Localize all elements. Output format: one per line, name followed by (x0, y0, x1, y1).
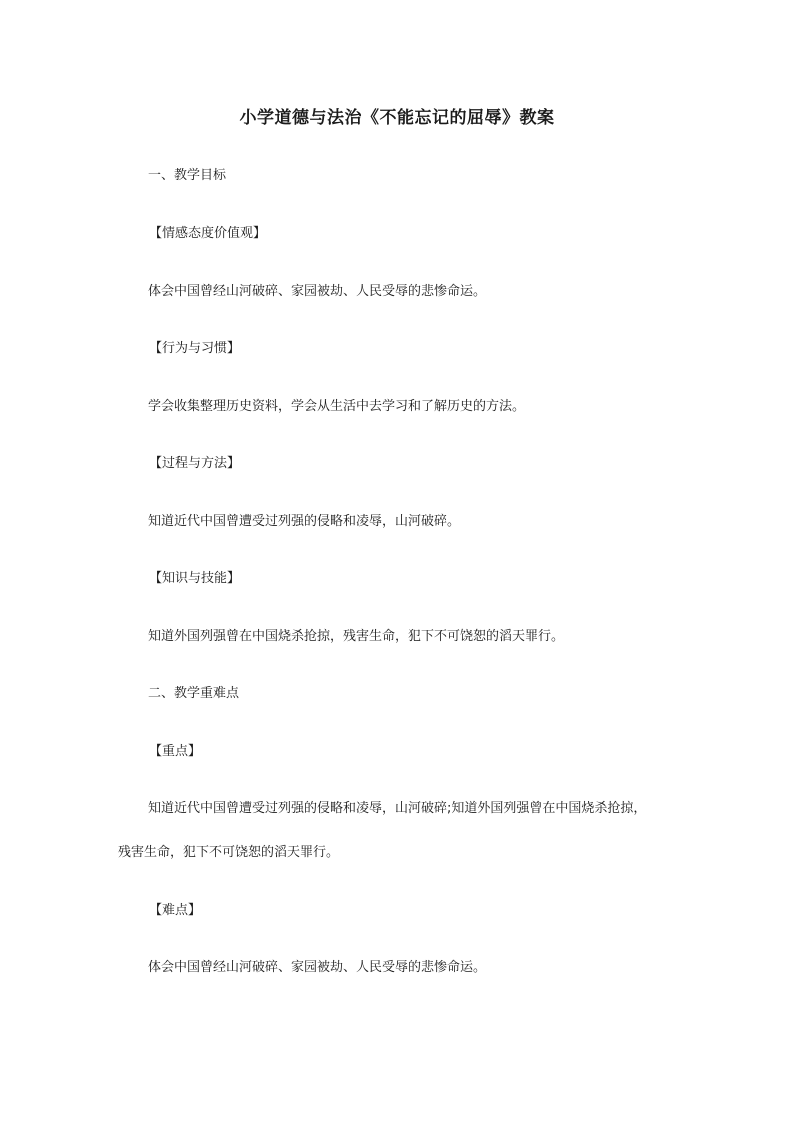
paragraph-process-methods: 知道近代中国曾遭受过列强的侵略和凌辱，山河破碎。 (148, 514, 461, 529)
subheading-key-points: 【重点】 (149, 744, 202, 759)
subheading-process-methods: 【过程与方法】 (149, 456, 241, 471)
section-heading-teaching-goals: 一、教学目标 (148, 168, 227, 183)
paragraph-knowledge-skills: 知道外国列强曾在中国烧杀抢掠，残害生命，犯下不可饶恕的滔天罪行。 (148, 629, 565, 644)
subheading-emotion-values: 【情感态度价值观】 (149, 226, 267, 241)
subheading-behavior-habits: 【行为与习惯】 (149, 341, 241, 356)
document-title: 小学道德与法治《不能忘记的屈辱》教案 (239, 108, 555, 128)
paragraph-key-points-line-2: 残害生命，犯下不可饶恕的滔天罪行。 (118, 845, 340, 860)
subheading-difficult-points: 【难点】 (149, 903, 202, 918)
paragraph-key-points-line-1: 知道近代中国曾遭受过列强的侵略和凌辱，山河破碎;知道外国列强曾在中国烧杀抢掠， (148, 801, 647, 816)
section-heading-key-difficult-points: 二、教学重难点 (148, 686, 240, 701)
paragraph-emotion-values: 体会中国曾经山河破碎、家园被劫、人民受辱的悲惨命运。 (148, 284, 487, 299)
paragraph-behavior-habits: 学会收集整理历史资料，学会从生活中去学习和了解历史的方法。 (148, 399, 526, 414)
subheading-knowledge-skills: 【知识与技能】 (149, 571, 241, 586)
paragraph-difficult-points: 体会中国曾经山河破碎、家园被劫、人民受辱的悲惨命运。 (148, 960, 487, 975)
